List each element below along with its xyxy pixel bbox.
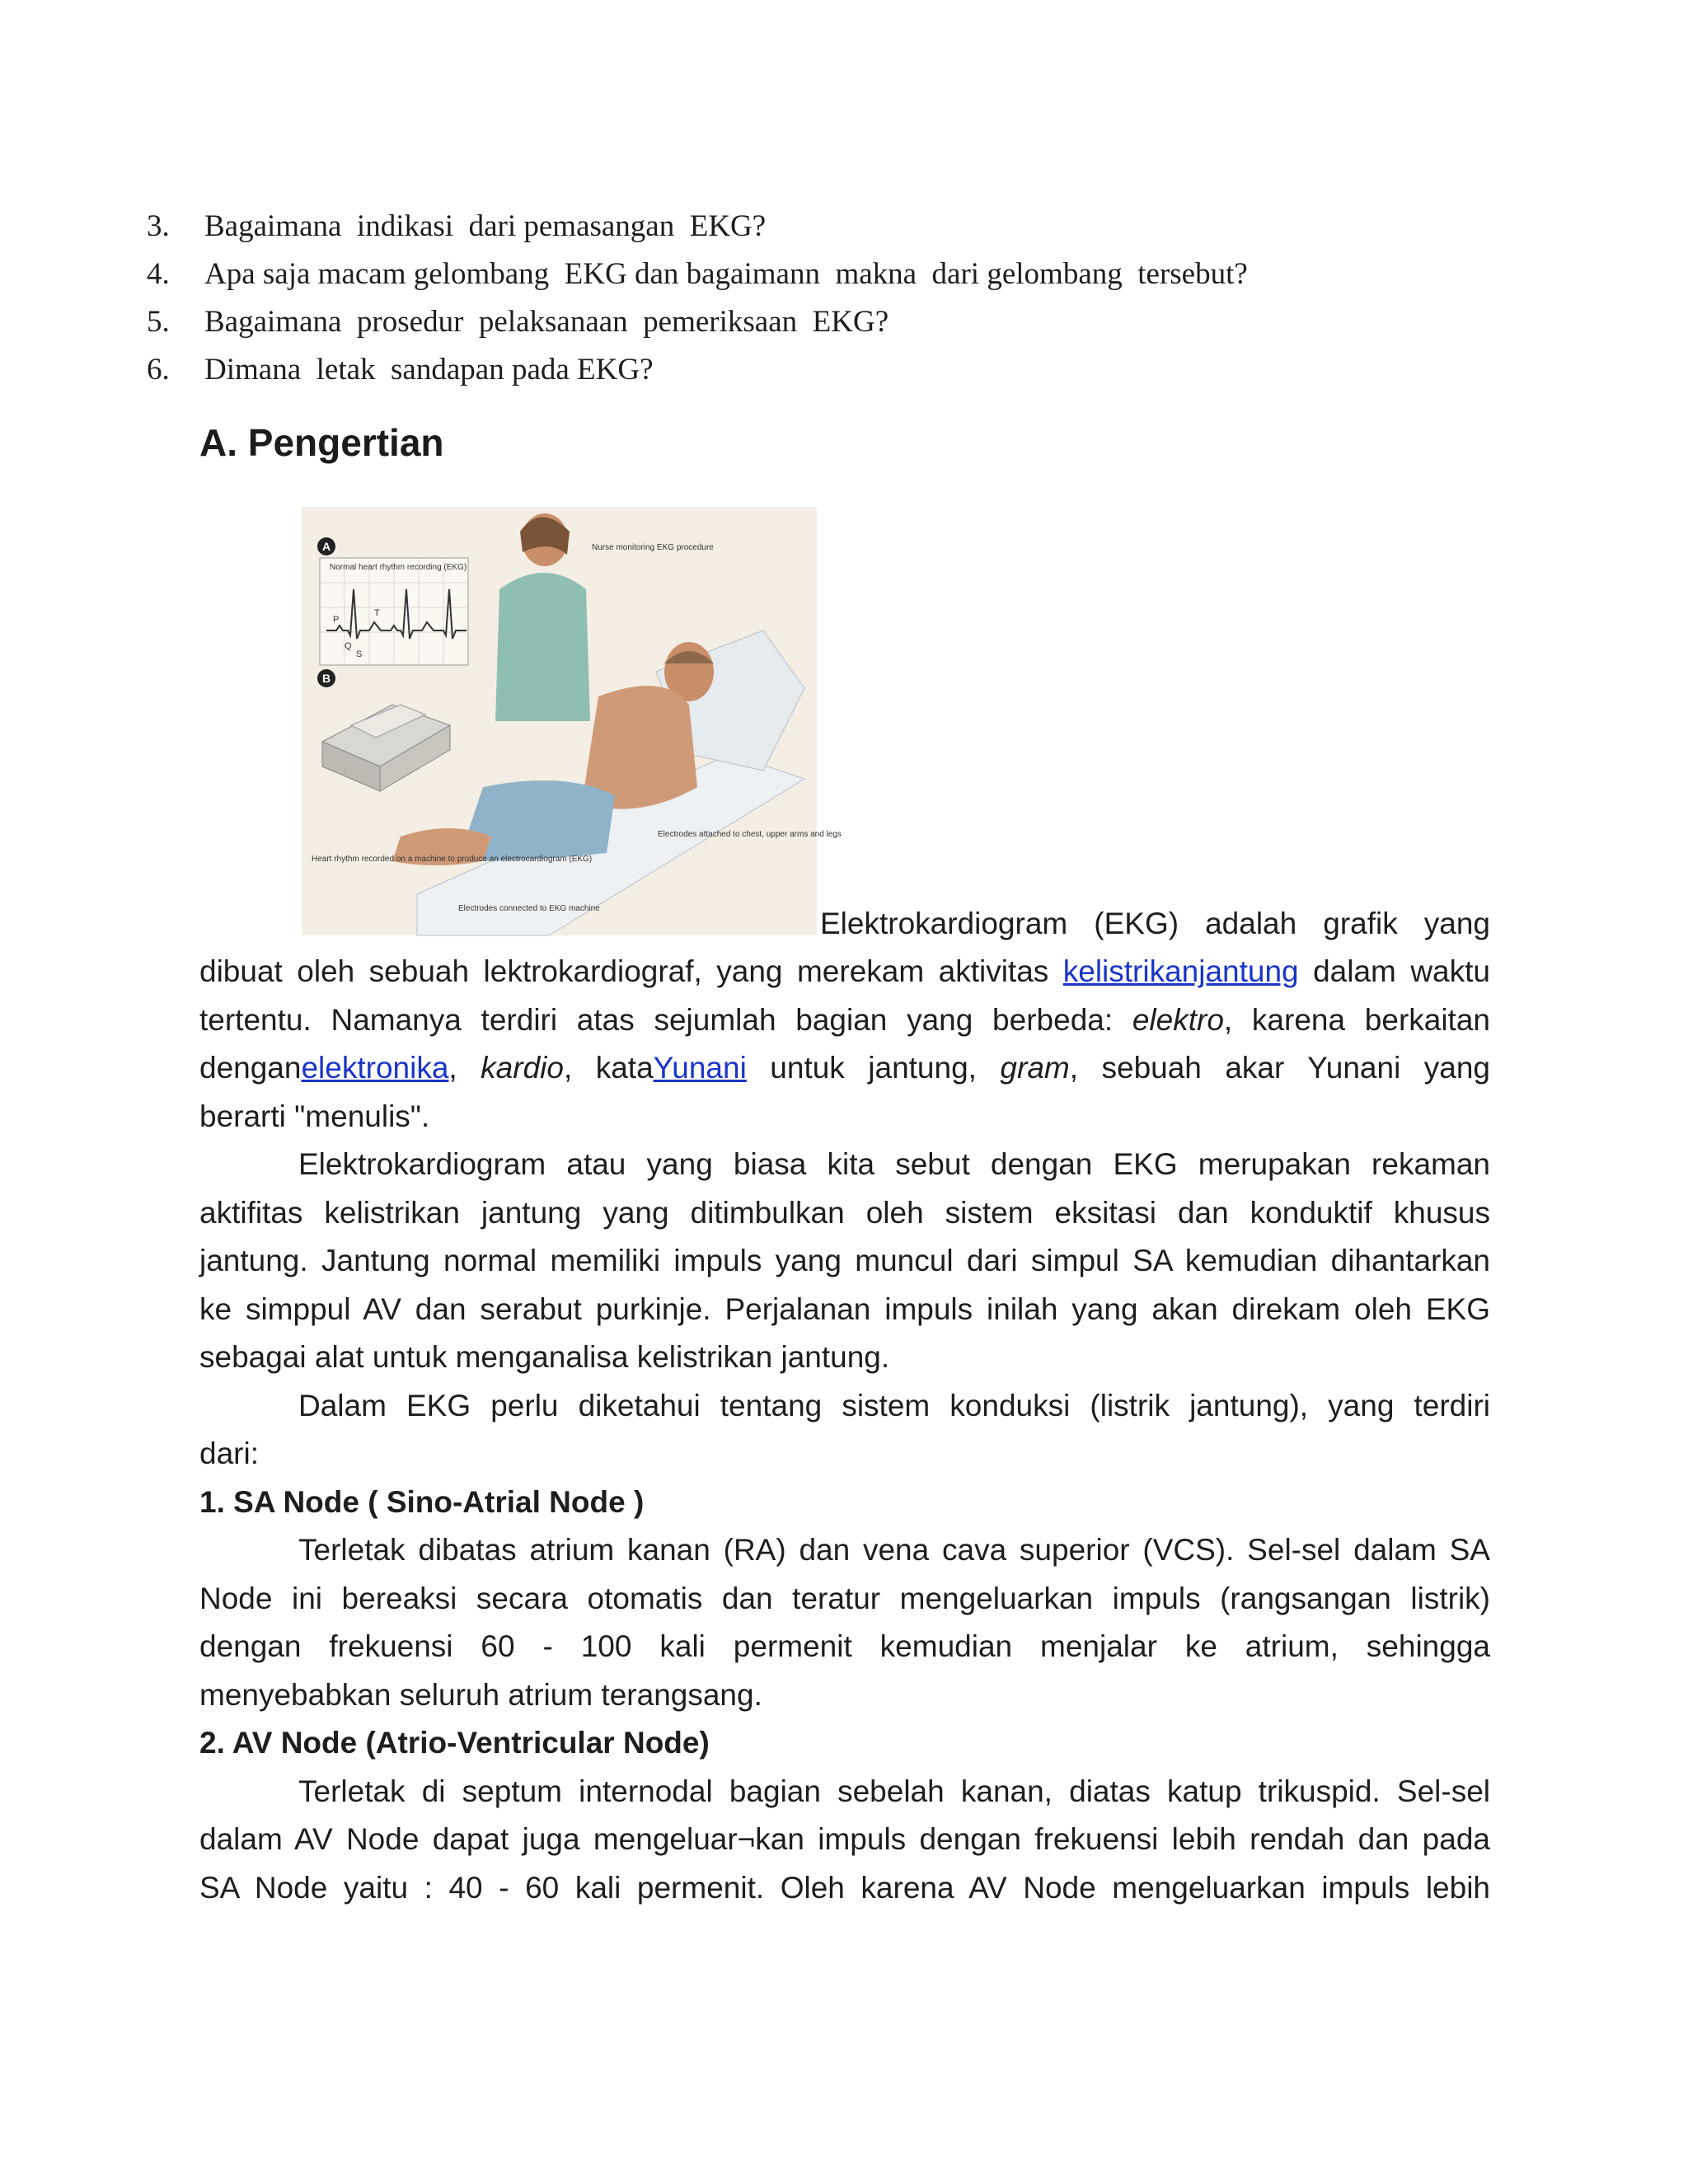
question-list [147, 206, 1548, 397]
list-text: Apa saja macam gelombang EKG dan bagaimann makna dari gelombang tersebut? [204, 257, 1248, 291]
text-line: dalam AV Node dapat juga mengeluar¬kan impuls dengan frekuensi lebih rendah dan pada [199, 1822, 1490, 1856]
text-line: dari: [199, 1436, 259, 1470]
text-span: , sebuah akar Yunani yang [1069, 1051, 1491, 1085]
list-number: 3. [147, 209, 170, 243]
italic-term: elektro [1132, 1002, 1224, 1037]
section-heading: A. Pengertian [199, 421, 444, 464]
link-elektronika[interactable]: elektronika [301, 1051, 449, 1085]
list-text: Bagaimana prosedur pelaksanaan pemeriksaan EKG? [204, 305, 889, 339]
label-b: B [321, 672, 331, 685]
list-number: 5. [147, 305, 170, 339]
italic-term: kardio [481, 1051, 564, 1085]
wave-label-s: S [356, 649, 363, 659]
text-line: dengan frekuensi 60 - 100 kali permenit kemudian menjalar ke atrium, sehingga [199, 1629, 1490, 1663]
text-line: ke simppul AV dan serabut purkinje. Perjalanan impuls inilah yang akan direkam oleh EKG [199, 1291, 1490, 1326]
list-text: Dimana letak sandapan pada EKG? [204, 353, 654, 387]
text-line: Dalam EKG perlu diketahui tentang sistem konduksi (listrik jantung), yang terdiri [298, 1388, 1490, 1422]
text-line: Elektrokardiogram (EKG) adalah grafik yang [820, 907, 1490, 940]
text-line: aktifitas kelistrikan jantung yang ditimbulkan oleh sistem eksitasi dan konduktif khusus [199, 1195, 1490, 1230]
paragraph-1-first-line [820, 900, 1490, 949]
text-span: , karena berkaitan [1223, 1002, 1490, 1037]
text-line: Terletak dibatas atrium kanan (RA) dan vena cava superior (VCS). Sel-sel dalam SA [298, 1533, 1490, 1567]
text-span: untuk jantung, [746, 1051, 1001, 1085]
text-line: jantung. Jantung normal memiliki impuls yang muncul dari simpul SA kemudian dihantarkan [199, 1244, 1490, 1277]
list-item [147, 254, 1548, 302]
text-span: tertentu. Namanya terdiri atas sejumlah bagian yang berbeda: [199, 1002, 1132, 1037]
text-line [199, 1044, 1490, 1093]
list-number: 4. [147, 257, 170, 291]
link-yunani[interactable]: Yunani [653, 1051, 747, 1085]
ekg-illustration-svg [302, 507, 842, 935]
list-item [147, 302, 1548, 349]
list-item [147, 206, 1548, 254]
wave-label-q: Q [345, 641, 352, 651]
wave-label-t: T [374, 608, 380, 618]
caption-nurse: Nurse monitoring EKG procedure [592, 543, 714, 552]
link-kelistrikanjantung[interactable]: kelistrikanjantung [1062, 954, 1299, 988]
text-span: , kata [563, 1051, 654, 1085]
av-node-heading: 2. AV Node (Atrio-Ventricular Node) [199, 1726, 710, 1760]
text-span: , [448, 1051, 481, 1085]
label-a: A [321, 540, 331, 553]
text-line: sebagai alat untuk menganalisa kelistrikan jantung. [199, 1340, 890, 1374]
text-line: Node ini bereaksi secara otomatis dan teratur mengeluarkan impuls (rangsangan listrik) [199, 1581, 1490, 1615]
text-line: Terletak di septum internodal bagian sebelah kanan, diatas katup trikuspid. Sel-sel [298, 1774, 1490, 1808]
text-line: SA Node yaitu : 40 - 60 kali permenit. Oleh karena AV Node mengeluarkan impuls lebih [199, 1870, 1490, 1905]
list-item [147, 349, 1548, 397]
text-line: Elektrokardiogram atau yang biasa kita sebut dengan EKG merupakan rekaman [298, 1147, 1490, 1181]
list-text: Bagaimana indikasi dari pemasangan EKG? [204, 209, 767, 243]
text-span: dengan [199, 1051, 302, 1085]
wave-label-p: P [333, 615, 340, 625]
text-span: dalam waktu [1298, 954, 1490, 988]
caption-leads: Electrodes connected to EKG machine [458, 904, 600, 913]
body-text [199, 948, 1490, 1912]
italic-term: gram [1000, 1051, 1070, 1085]
ekg-illustration [302, 507, 842, 935]
caption-electrodes: Electrodes attached to chest, upper arms and legs [658, 830, 842, 839]
caption-normal-rhythm: Normal heart rhythm recording (EKG) [330, 563, 467, 572]
caption-machine: Heart rhythm recorded on a machine to produce an electrocardiogram (EKG) [312, 855, 593, 864]
text-line: menyebabkan seluruh atrium terangsang. [199, 1677, 762, 1712]
text-line: berarti "menulis". [199, 1099, 430, 1133]
text-span: dibuat oleh sebuah lektrokardiograf, yang merekam aktivitas [199, 954, 1063, 988]
text-line [199, 996, 1490, 1045]
list-number: 6. [147, 353, 170, 387]
text-line [199, 948, 1490, 996]
sa-node-heading: 1. SA Node ( Sino-Atrial Node ) [199, 1484, 645, 1519]
